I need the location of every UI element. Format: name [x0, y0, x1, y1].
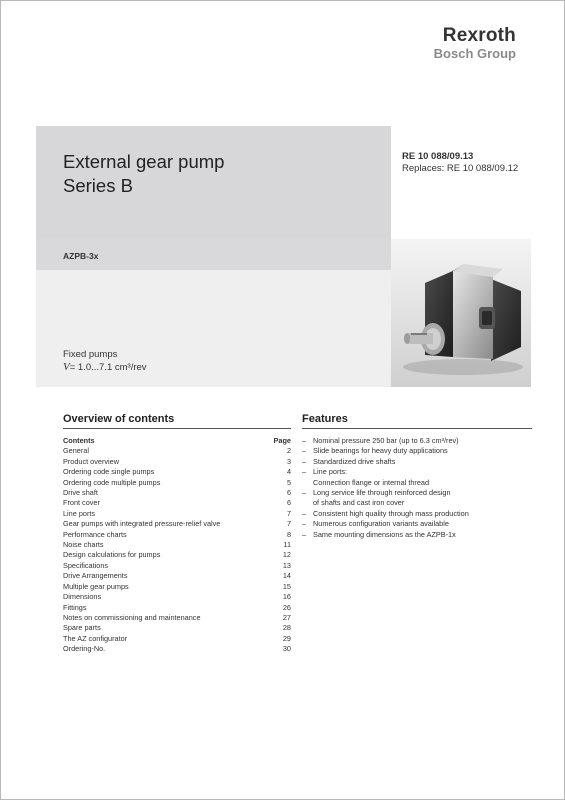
contents-item-page: 4: [286, 467, 291, 477]
contents-item-page: 7: [286, 508, 291, 518]
contents-item-page: 27: [282, 612, 291, 622]
features-list: [302, 436, 532, 540]
feature-text: Standardized drive shafts: [313, 456, 396, 466]
feature-text: Connection flange or internal thread: [313, 477, 430, 487]
contents-item-page: 6: [286, 498, 291, 508]
contents-item-label: Specifications: [63, 560, 109, 570]
brand-logo: [434, 26, 516, 60]
contents-table: [63, 436, 291, 655]
feature-text: Numerous configuration variants available: [313, 519, 449, 529]
contents-row: [63, 457, 291, 467]
contents-item-page: 13: [282, 560, 291, 570]
contents-row: [63, 478, 291, 488]
feature-item: [302, 509, 532, 519]
contents-item-page: 5: [286, 477, 291, 487]
contents-item-label: Ordering-No.: [63, 644, 106, 654]
contents-item-label: Gear pumps with integrated pressure-relief valve: [63, 519, 221, 529]
feature-item: [302, 446, 532, 456]
contents-row: [63, 561, 291, 571]
contents-row: [63, 623, 291, 633]
contents-row: [63, 540, 291, 550]
feature-item: [302, 498, 532, 508]
features-rule: [302, 428, 532, 429]
contents-item-page: 7: [286, 519, 291, 529]
contents-item-label: Ordering code multiple pumps: [63, 477, 161, 487]
feature-item: [302, 467, 532, 477]
fixed-pumps-info: [63, 349, 147, 374]
feature-dash: –: [302, 488, 307, 498]
fixed-pumps-line1: Fixed pumps: [63, 349, 118, 360]
contents-row: [63, 550, 291, 560]
feature-item: [302, 530, 532, 540]
contents-item-page: 2: [286, 446, 291, 456]
contents-item-page: 14: [282, 571, 291, 581]
contents-row: [63, 467, 291, 477]
feature-dash: –: [302, 508, 307, 518]
contents-item-label: Multiple gear pumps: [63, 581, 129, 591]
contents-item-page: 28: [282, 623, 291, 633]
contents-item-page: 3: [286, 456, 291, 466]
features-heading: Features: [302, 413, 348, 425]
contents-item-page: 6: [286, 488, 291, 498]
feature-item: [302, 457, 532, 467]
feature-dash: –: [302, 519, 307, 529]
feature-text: Slide bearings for heavy duty applications: [313, 446, 448, 456]
document-reference: [402, 151, 518, 175]
contents-item-page: 12: [282, 550, 291, 560]
contents-item-label: General: [63, 446, 89, 456]
contents-item-page: 15: [282, 581, 291, 591]
contents-row: [63, 634, 291, 644]
contents-item-page: 16: [282, 592, 291, 602]
feature-text: Line ports:: [313, 467, 348, 477]
contents-col-label: Contents: [63, 436, 95, 445]
feature-dash: –: [302, 456, 307, 466]
contents-row: [63, 498, 291, 508]
pump-photo: [391, 239, 531, 387]
contents-item-page: 11: [283, 540, 291, 550]
contents-item-label: Design calculations for pumps: [63, 550, 161, 560]
contents-row: [63, 488, 291, 498]
contents-item-label: Fittings: [63, 602, 87, 612]
contents-item-label: Front cover: [63, 498, 100, 508]
contents-row: [63, 613, 291, 623]
brand-name: Rexroth: [442, 25, 516, 46]
contents-row: [63, 582, 291, 592]
feature-dash: –: [302, 467, 307, 477]
feature-dash: –: [302, 436, 307, 445]
feature-text: Consistent high quality through mass production: [313, 508, 469, 518]
displacement-value: = 1.0...7.1 cm³/rev: [69, 362, 147, 373]
contents-row: [63, 509, 291, 519]
contents-item-label: Drive Arrangements: [63, 571, 128, 581]
contents-item-page: 30: [282, 644, 291, 654]
contents-row: [63, 603, 291, 613]
feature-text: of shafts and cast iron cover: [313, 498, 405, 508]
feature-dash: –: [302, 529, 307, 539]
title-line-2: Series B: [63, 175, 133, 196]
contents-rule: [63, 428, 291, 429]
contents-col-page: Page: [273, 436, 291, 445]
feature-dash: –: [302, 446, 307, 456]
contents-row: [63, 571, 291, 581]
contents-item-label: The AZ configurator: [63, 633, 128, 643]
contents-item-label: Dimensions: [63, 592, 102, 602]
contents-item-label: Line ports: [63, 508, 96, 518]
feature-text: Nominal pressure 250 bar (up to 6.3 cm³/rev): [313, 436, 459, 445]
displacement-range: [63, 361, 147, 374]
page-title: [63, 150, 224, 198]
feature-text: Long service life through reinforced design: [313, 488, 451, 498]
contents-row: [63, 592, 291, 602]
contents-row: [63, 530, 291, 540]
contents-row: [63, 519, 291, 529]
contents-item-label: Performance charts: [63, 529, 127, 539]
contents-item-label: Drive shaft: [63, 488, 98, 498]
displacement-symbol: V: [63, 361, 70, 373]
feature-item: [302, 519, 532, 529]
gear-pump-image: [391, 239, 531, 387]
contents-item-page: 29: [282, 633, 291, 643]
contents-item-label: Ordering code single pumps: [63, 467, 155, 477]
contents-item-label: Noise charts: [63, 540, 104, 550]
contents-row: [63, 644, 291, 654]
doc-replaces: Replaces: RE 10 088/09.12: [402, 163, 519, 174]
contents-item-page: 8: [286, 529, 291, 539]
contents-item-label: Product overview: [63, 456, 119, 466]
model-label: AZPB-3x: [63, 251, 99, 261]
feature-item: [302, 488, 532, 498]
contents-header-row: [63, 436, 291, 446]
doc-number: RE 10 088/09.13: [402, 151, 474, 162]
contents-item-label: Spare parts: [63, 623, 101, 633]
feature-text: Same mounting dimensions as the AZPB-1x: [313, 529, 456, 539]
title-line-1: External gear pump: [63, 151, 225, 172]
contents-heading: Overview of contents: [63, 413, 175, 425]
feature-item: [302, 436, 532, 446]
brand-group: Bosch Group: [433, 46, 516, 61]
contents-row: [63, 446, 291, 456]
contents-item-label: Notes on commissioning and maintenance: [63, 612, 201, 622]
feature-item: [302, 478, 532, 488]
contents-item-page: 26: [282, 602, 291, 612]
